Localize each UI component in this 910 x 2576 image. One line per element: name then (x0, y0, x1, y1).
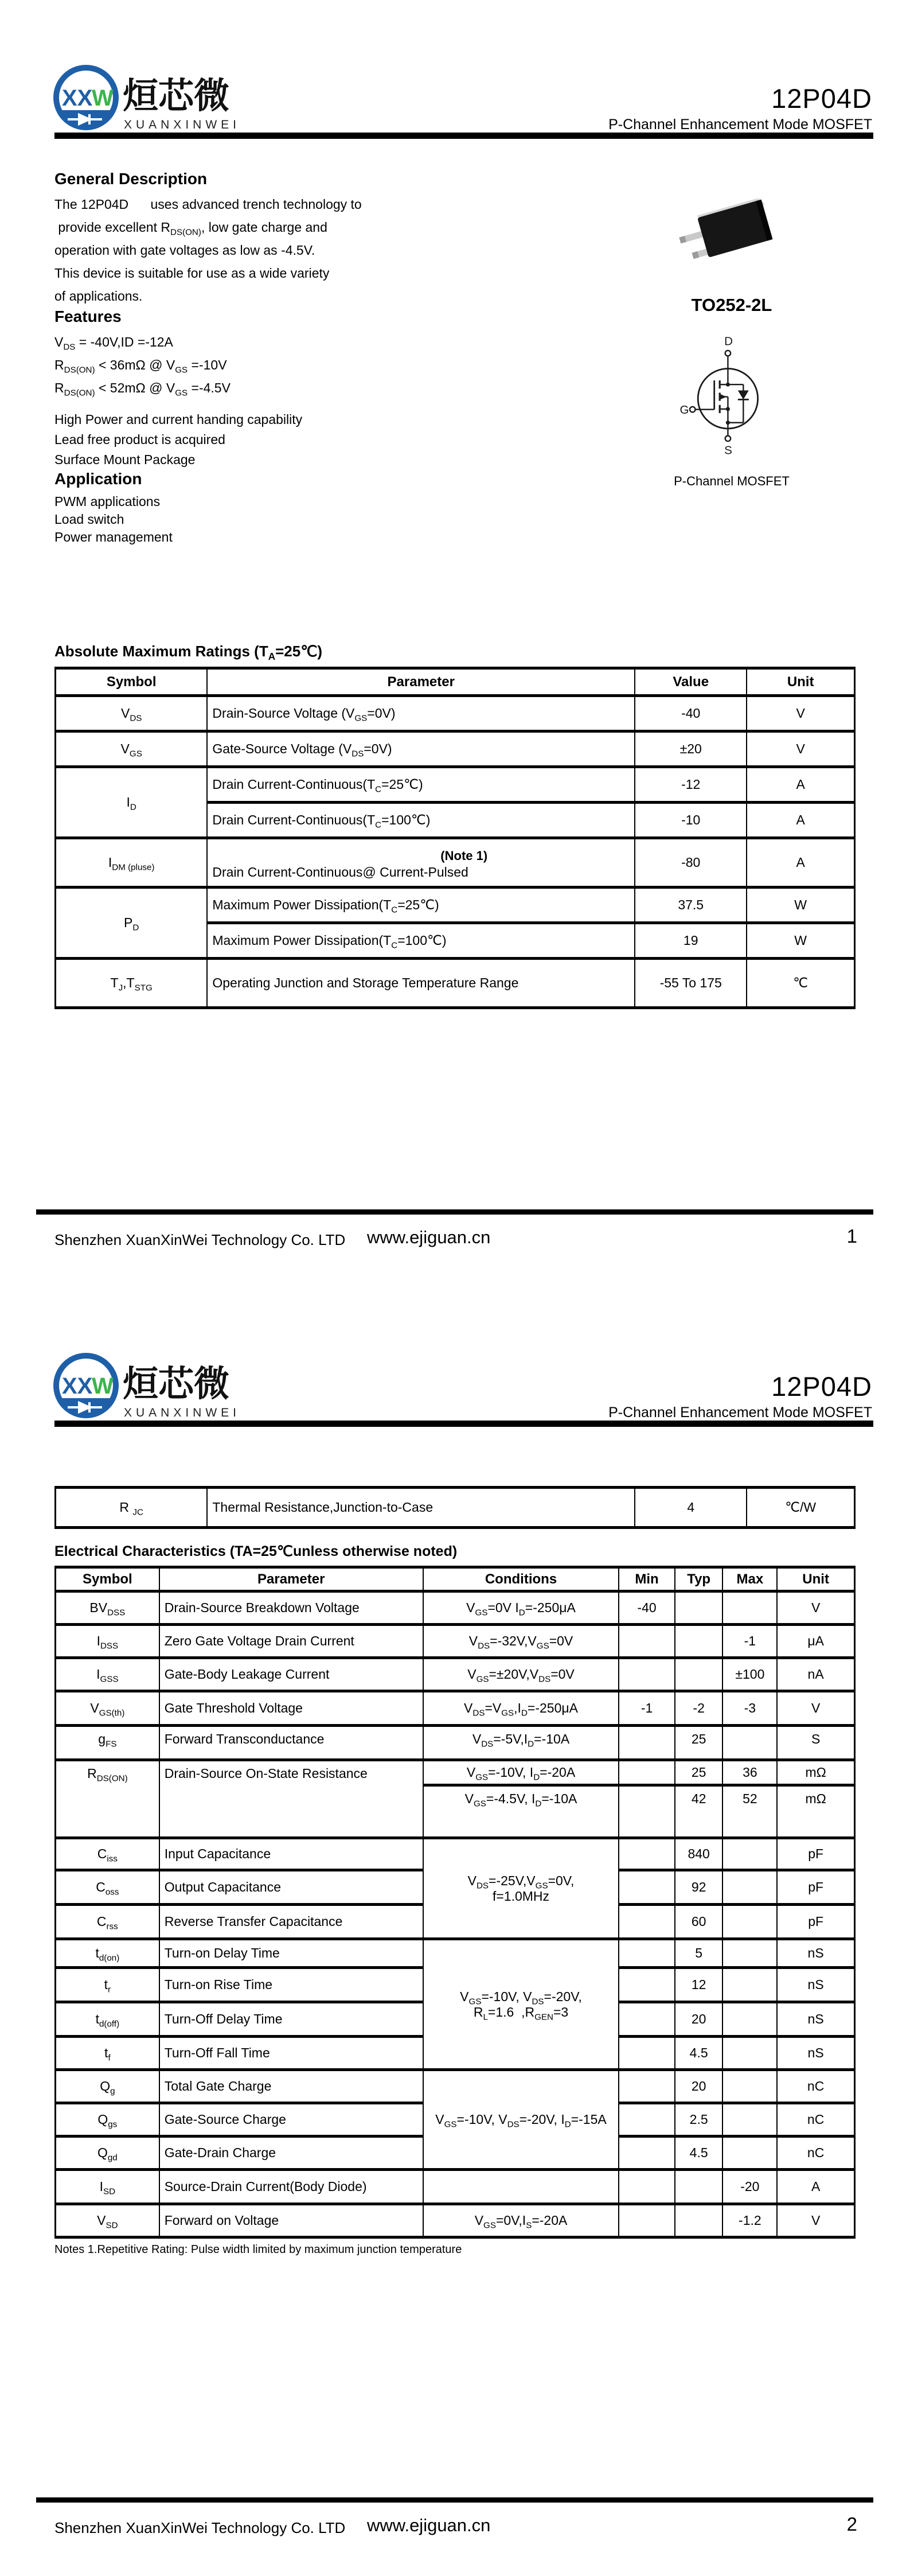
value-cell: 37.5 (635, 888, 747, 923)
symbol-cell: $g_{FS}$ (56, 1726, 159, 1760)
logo-monogram-w: W (92, 85, 114, 111)
col-max: Max (722, 1567, 777, 1591)
application-line: Load switch (54, 512, 124, 527)
mosfet-symbol-graphic (674, 335, 783, 457)
notes-line: Notes 1.Repetitive Rating: Pulse width limited by maximum junction temperature (54, 2243, 462, 2256)
min-cell (619, 1870, 675, 1905)
unit-cell: A (747, 838, 854, 888)
unit-cell: nS (777, 2002, 854, 2037)
min-cell (619, 2103, 675, 2137)
symbol-cell: $C_{iss}$ (56, 1838, 159, 1870)
min-cell (619, 2002, 675, 2037)
table-row (56, 1625, 855, 1658)
typ-cell: 12 (675, 1968, 723, 2002)
max-cell: 36 (722, 1760, 777, 1785)
typ-cell: 2.5 (675, 2103, 723, 2137)
symbol-cell: $t_{d(on)}$ (56, 1939, 159, 1968)
parameter-cell: Drain-Source Breakdown Voltage (159, 1591, 423, 1625)
max-cell: ±100 (722, 1658, 777, 1691)
col-parameter: Parameter (159, 1567, 423, 1591)
header-rule (54, 1421, 873, 1427)
typ-cell (675, 1658, 723, 1691)
min-cell (619, 2137, 675, 2170)
brand-logo-graphic (53, 1350, 259, 1425)
parameter-cell: Gate-Source Charge (159, 2103, 423, 2137)
table-row (56, 959, 855, 1008)
logo-monogram-xx: XX (62, 85, 93, 111)
page-number: 1 (846, 1225, 857, 1247)
table-row (56, 1939, 855, 1968)
typ-cell: 60 (675, 1905, 723, 1939)
table-row (56, 838, 855, 888)
max-cell (722, 2103, 777, 2137)
col-typ: Typ (675, 1567, 723, 1591)
conditions-cell: $V_{GS}=0V,I_S=-20A$ (423, 2204, 619, 2238)
symbol-cell: $I_D$ (56, 767, 208, 838)
max-cell (722, 2137, 777, 2170)
description-column (54, 170, 571, 546)
col-parameter: Parameter (207, 668, 635, 696)
spacer (54, 399, 571, 410)
symbol-cell: $V_{DS}$ (56, 696, 208, 731)
page2-content (54, 1486, 856, 2256)
conditions-cell: $V_{DS}=V_{GS},I_D=-250\mu A$ (423, 1691, 619, 1726)
symbol-cell: $t_r$ (56, 1968, 159, 2002)
unit-cell: nS (777, 1968, 854, 2002)
electrical-characteristics-title: Electrical Characteristics (TA=25℃unless otherwise noted) (54, 1543, 458, 1559)
parameter-cell: Maximum Power $Dissipation(T_C=100℃)$ (207, 923, 635, 959)
unit-cell: V (747, 731, 854, 767)
min-cell: -1 (619, 1691, 675, 1726)
parameter-cell: Forward Transconductance (159, 1726, 423, 1760)
typ-cell (675, 1625, 723, 1658)
general-description-line: The 12P04D uses advanced trench technology to (54, 197, 362, 212)
table-row (56, 2070, 855, 2103)
max-cell (722, 1939, 777, 1968)
general-description-line: This device is suitable for use as a wide variety (54, 266, 330, 281)
max-cell (722, 2002, 777, 2037)
application-line: PWM applications (54, 494, 161, 509)
unit-cell: nC (777, 2070, 854, 2103)
conditions-cell: $V_{DS}=-25V,V_{GS}=0V$, f=1.0MHz (423, 1838, 619, 1939)
symbol-cell: $I_{DM (pluse)}$ (56, 838, 208, 888)
table-header-row (56, 668, 855, 696)
symbol-cell: $C_{rss}$ (56, 1905, 159, 1939)
conditions-cell: $V_{GS}=-10V$, $V_{DS}=-20V$, $I_D=-15A$ (423, 2070, 619, 2170)
general-description-title: General Description (54, 170, 208, 188)
max-cell (722, 1726, 777, 1760)
symbol-cell: $T_J,T_{STG}$ (56, 959, 208, 1008)
brand-name-en: XUANXINWEI (124, 1406, 241, 1419)
brand-logo (53, 62, 259, 137)
min-cell (619, 2170, 675, 2204)
footer-website: www.ejiguan.cn (367, 1227, 491, 1247)
part-number: 12P04D (771, 83, 872, 114)
application-line: Power management (54, 530, 173, 544)
symbol-cell: $I_{DSS}$ (56, 1625, 159, 1658)
symbol-cell: $P_D$ (56, 888, 208, 959)
col-unit: Unit (777, 1567, 854, 1591)
symbol-cell: $I_{GSS}$ (56, 1658, 159, 1691)
symbol-cell: $t_f$ (56, 2037, 159, 2070)
parameter-cell: Input Capacitance (159, 1838, 423, 1870)
max-cell: -20 (722, 2170, 777, 2204)
conditions-cell: $V_{GS}=-4.5V$, $I_D=-10A$ (423, 1785, 619, 1838)
typ-cell: 840 (675, 1838, 723, 1870)
parameter-cell: Output Capacitance (159, 1870, 423, 1905)
logo-monogram-w: W (92, 1373, 114, 1399)
col-unit: Unit (747, 668, 854, 696)
min-cell (619, 1785, 675, 1838)
col-min: Min (619, 1567, 675, 1591)
brand-name-cn: 烜芯微 (123, 1364, 230, 1404)
features-title: Features (54, 308, 122, 325)
value-cell: -40 (635, 696, 747, 731)
max-cell (722, 2037, 777, 2070)
feature-line: $V_{DS} = -40V,ID =-12A$ (54, 334, 173, 352)
part-subtitle: P-Channel Enhancement Mode MOSFET (608, 1404, 872, 1421)
max-cell: -1.2 (722, 2204, 777, 2238)
symbol-cell: $Q_{gd}$ (56, 2137, 159, 2170)
package-photo-graphic (677, 199, 780, 273)
unit-cell: nC (777, 2103, 854, 2137)
table-row (56, 1760, 855, 1785)
value-cell: -12 (635, 767, 747, 803)
unit-cell: pF (777, 1905, 854, 1939)
typ-cell: 92 (675, 1870, 723, 1905)
conditions-cell: $V_{GS}=\pm 20V,V_{DS}=0V$ (423, 1658, 619, 1691)
general-description-line: of applications. (54, 289, 143, 303)
part-number: 12P04D (771, 1371, 872, 1402)
unit-cell: nC (777, 2137, 854, 2170)
min-cell (619, 1760, 675, 1785)
brand-logo-graphic (53, 62, 259, 137)
unit-cell: A (777, 2170, 854, 2204)
table-row (56, 2170, 855, 2204)
parameter-cell: Drain-Source On-State Resistance (159, 1760, 423, 1838)
min-cell (619, 1658, 675, 1691)
min-cell (619, 1905, 675, 1939)
unit-cell: V (777, 1591, 854, 1625)
parameter-cell: Maximum Power $Dissipation(T_C=25℃)$ (207, 888, 635, 923)
min-cell (619, 2070, 675, 2103)
typ-cell: -2 (675, 1691, 723, 1726)
min-cell (619, 2037, 675, 2070)
symbol-cell: $I_{SD}$ (56, 2170, 159, 2204)
typ-cell: 20 (675, 2002, 723, 2037)
value-cell: -10 (635, 803, 747, 838)
page-number: 2 (846, 2513, 857, 2535)
datasheet-page-2 (0, 1288, 910, 2576)
typ-cell: 25 (675, 1726, 723, 1760)
max-cell: -3 (722, 1691, 777, 1726)
symbol-cell: $V_{GS}$ (56, 731, 208, 767)
general-description-line: provide excellent $R_{DS(ON)}$, low gate charge and (54, 220, 327, 238)
brand-name-en: XUANXINWEI (124, 118, 241, 131)
unit-cell: V (777, 2204, 854, 2238)
parameter-cell: Drain Current-$Continuous(T_C=25℃)$ (207, 767, 635, 803)
table-row (56, 2204, 855, 2238)
unit-cell: nS (777, 2037, 854, 2070)
pin-label-drain: D (724, 335, 733, 348)
typ-cell (675, 2170, 723, 2204)
footer-rule (36, 1209, 873, 1215)
parameter-cell: Drain Current-$Continuous(T_C=100℃)$ (207, 803, 635, 838)
min-cell (619, 1939, 675, 1968)
value-cell: ±20 (635, 731, 747, 767)
parameter-cell: Turn-on Delay Time (159, 1939, 423, 1968)
unit-cell: μA (777, 1625, 854, 1658)
symbol-cell: R $_{JC}$ (56, 1488, 208, 1528)
typ-cell: 5 (675, 1939, 723, 1968)
footer-website: www.ejiguan.cn (367, 2515, 491, 2535)
parameter-cell (207, 838, 635, 888)
min-cell (619, 1968, 675, 2002)
parameter-cell: Forward on Voltage (159, 2204, 423, 2238)
min-cell: -40 (619, 1591, 675, 1625)
value-cell: 19 (635, 923, 747, 959)
package-name: TO252-2L (691, 295, 772, 315)
symbol-cell: $V_{SD}$ (56, 2204, 159, 2238)
brand-logo (53, 1350, 259, 1425)
mosfet-symbol (674, 335, 783, 460)
footer-rule (36, 2497, 873, 2503)
unit-cell: V (777, 1691, 854, 1726)
max-cell (722, 1968, 777, 2002)
parameter-cell: Turn-Off Fall Time (159, 2037, 423, 2070)
symbol-cell: $Q_{gs}$ (56, 2103, 159, 2137)
thermal-resistance-table (54, 1486, 856, 1529)
symbol-cell: $t_{d(off)}$ (56, 2002, 159, 2037)
min-cell (619, 1838, 675, 1870)
unit-cell: V (747, 696, 854, 731)
logo-monogram-xx: XX (62, 1373, 93, 1399)
typ-cell: 20 (675, 2070, 723, 2103)
note-ref: (Note 1) (440, 848, 488, 863)
feature-line: Lead free product is acquired (54, 432, 225, 447)
unit-cell: nA (777, 1658, 854, 1691)
table-row (56, 1838, 855, 1870)
parameter-cell: Drain-Source Voltage $(V_{GS}=0V)$ (207, 696, 635, 731)
unit-cell: W (747, 888, 854, 923)
typ-cell (675, 2204, 723, 2238)
table-row (56, 1691, 855, 1726)
unit-cell: mΩ (777, 1785, 854, 1838)
min-cell (619, 1726, 675, 1760)
conditions-cell: $V_{DS}=-5V,I_D=-10A$ (423, 1726, 619, 1760)
brand-name-cn: 烜芯微 (123, 76, 230, 116)
unit-cell: W (747, 923, 854, 959)
table-row (56, 1726, 855, 1760)
parameter-cell: Gate-Source Voltage $(V_{DS}=0V)$ (207, 731, 635, 767)
value-cell: -80 (635, 838, 747, 888)
parameter-cell: Operating Junction and Storage Temperature Range (207, 959, 635, 1008)
feature-line: High Power and current handing capability (54, 412, 303, 427)
parameter-cell: Reverse Transfer Capacitance (159, 1905, 423, 1939)
unit-cell: A (747, 803, 854, 838)
unit-cell: mΩ (777, 1760, 854, 1785)
feature-line: Surface Mount Package (54, 452, 196, 467)
abs-max-ratings-title: Absolute Maximum Ratings $(T_A=25℃)$ (54, 643, 323, 663)
max-cell (722, 1870, 777, 1905)
parameter-cell: Total Gate Charge (159, 2070, 423, 2103)
feature-line: $R_{DS(ON)} < 36m\Omega$ @ $V_{GS} =-10V$ (54, 357, 227, 375)
footer-company: Shenzhen XuanXinWei Technology Co. LTD (54, 1231, 346, 1248)
table-row (56, 1488, 855, 1528)
table-row (56, 888, 855, 923)
max-cell (722, 2070, 777, 2103)
package-photo (677, 199, 780, 276)
parameter-cell: Source-Drain Current(Body Diode) (159, 2170, 423, 2204)
symbol-caption: P-Channel MOSFET (674, 474, 790, 488)
unit-cell: ℃/W (747, 1488, 854, 1528)
max-cell (722, 1905, 777, 1939)
col-value: Value (635, 668, 747, 696)
parameter-cell: Zero Gate Voltage Drain Current (159, 1625, 423, 1658)
electrical-characteristics-table (54, 1566, 856, 2239)
unit-cell: A (747, 767, 854, 803)
typ-cell: 25 (675, 1760, 723, 1785)
part-subtitle: P-Channel Enhancement Mode MOSFET (608, 116, 872, 133)
symbol-cell: $V_{GS(th)}$ (56, 1691, 159, 1726)
table-row (56, 1591, 855, 1625)
symbol-cell: $BV_{DSS}$ (56, 1591, 159, 1625)
unit-cell: nS (777, 1939, 854, 1968)
typ-cell (675, 1591, 723, 1625)
conditions-cell: $V_{DS}=-32V,V_{GS}=0V$ (423, 1625, 619, 1658)
parameter-text: Drain Current-Continuous@ Current-Pulsed (212, 864, 468, 880)
symbol-cell: $C_{oss}$ (56, 1870, 159, 1905)
symbol-cell: $R_{DS(ON)}$ (56, 1760, 159, 1838)
typ-cell: 4.5 (675, 2037, 723, 2070)
parameter-cell: Turn-on Rise Time (159, 1968, 423, 2002)
symbol-cell: $Q_g$ (56, 2070, 159, 2103)
application-title: Application (54, 470, 142, 488)
typ-cell: 4.5 (675, 2137, 723, 2170)
unit-cell: ℃ (747, 959, 854, 1008)
parameter-cell: Gate-Body Leakage Current (159, 1658, 423, 1691)
conditions-cell (423, 2170, 619, 2204)
general-description-line: operation with gate voltages as low as -4.5V. (54, 243, 315, 258)
min-cell (619, 1625, 675, 1658)
parameter-cell: Thermal Resistance,Junction-to-Case (207, 1488, 635, 1528)
col-conditions: Conditions (423, 1567, 619, 1591)
conditions-cell: $V_{GS}=0V$ $I_D=-250\mu A$ (423, 1591, 619, 1625)
value-cell: -55 To 175 (635, 959, 747, 1008)
abs-max-ratings-grid (54, 667, 856, 1009)
max-cell: 52 (722, 1785, 777, 1838)
table-row (56, 767, 855, 803)
unit-cell: pF (777, 1870, 854, 1905)
abs-max-ratings-table (54, 667, 856, 1009)
footer-company: Shenzhen XuanXinWei Technology Co. LTD (54, 2519, 346, 2536)
pin-label-gate: G (679, 403, 689, 417)
table-row (56, 731, 855, 767)
feature-line: $R_{DS(ON)} < 52m\Omega$ @ $V_{GS} =-4.5V$ (54, 380, 231, 398)
table-header-row (56, 1567, 855, 1591)
table-row (56, 1658, 855, 1691)
header-rule (54, 133, 873, 139)
pin-label-source: S (724, 443, 732, 457)
min-cell (619, 2204, 675, 2238)
conditions-cell: $V_{GS}=-10V$, $I_D=-20A$ (423, 1760, 619, 1785)
unit-cell: pF (777, 1838, 854, 1870)
max-cell (722, 1838, 777, 1870)
parameter-cell: Gate-Drain Charge (159, 2137, 423, 2170)
typ-cell: 42 (675, 1785, 723, 1838)
max-cell (722, 1591, 777, 1625)
col-symbol: Symbol (56, 668, 208, 696)
value-cell: 4 (635, 1488, 747, 1528)
conditions-cell: $V_{GS}=-10V$, $V_{DS}=-20V$, $R_L=1.6$ $,R_{GEN}=3$ (423, 1939, 619, 2070)
max-cell: -1 (722, 1625, 777, 1658)
table-row (56, 696, 855, 731)
col-symbol: Symbol (56, 1567, 159, 1591)
parameter-cell: Gate Threshold Voltage (159, 1691, 423, 1726)
parameter-cell: Turn-Off Delay Time (159, 2002, 423, 2037)
unit-cell: S (777, 1726, 854, 1760)
